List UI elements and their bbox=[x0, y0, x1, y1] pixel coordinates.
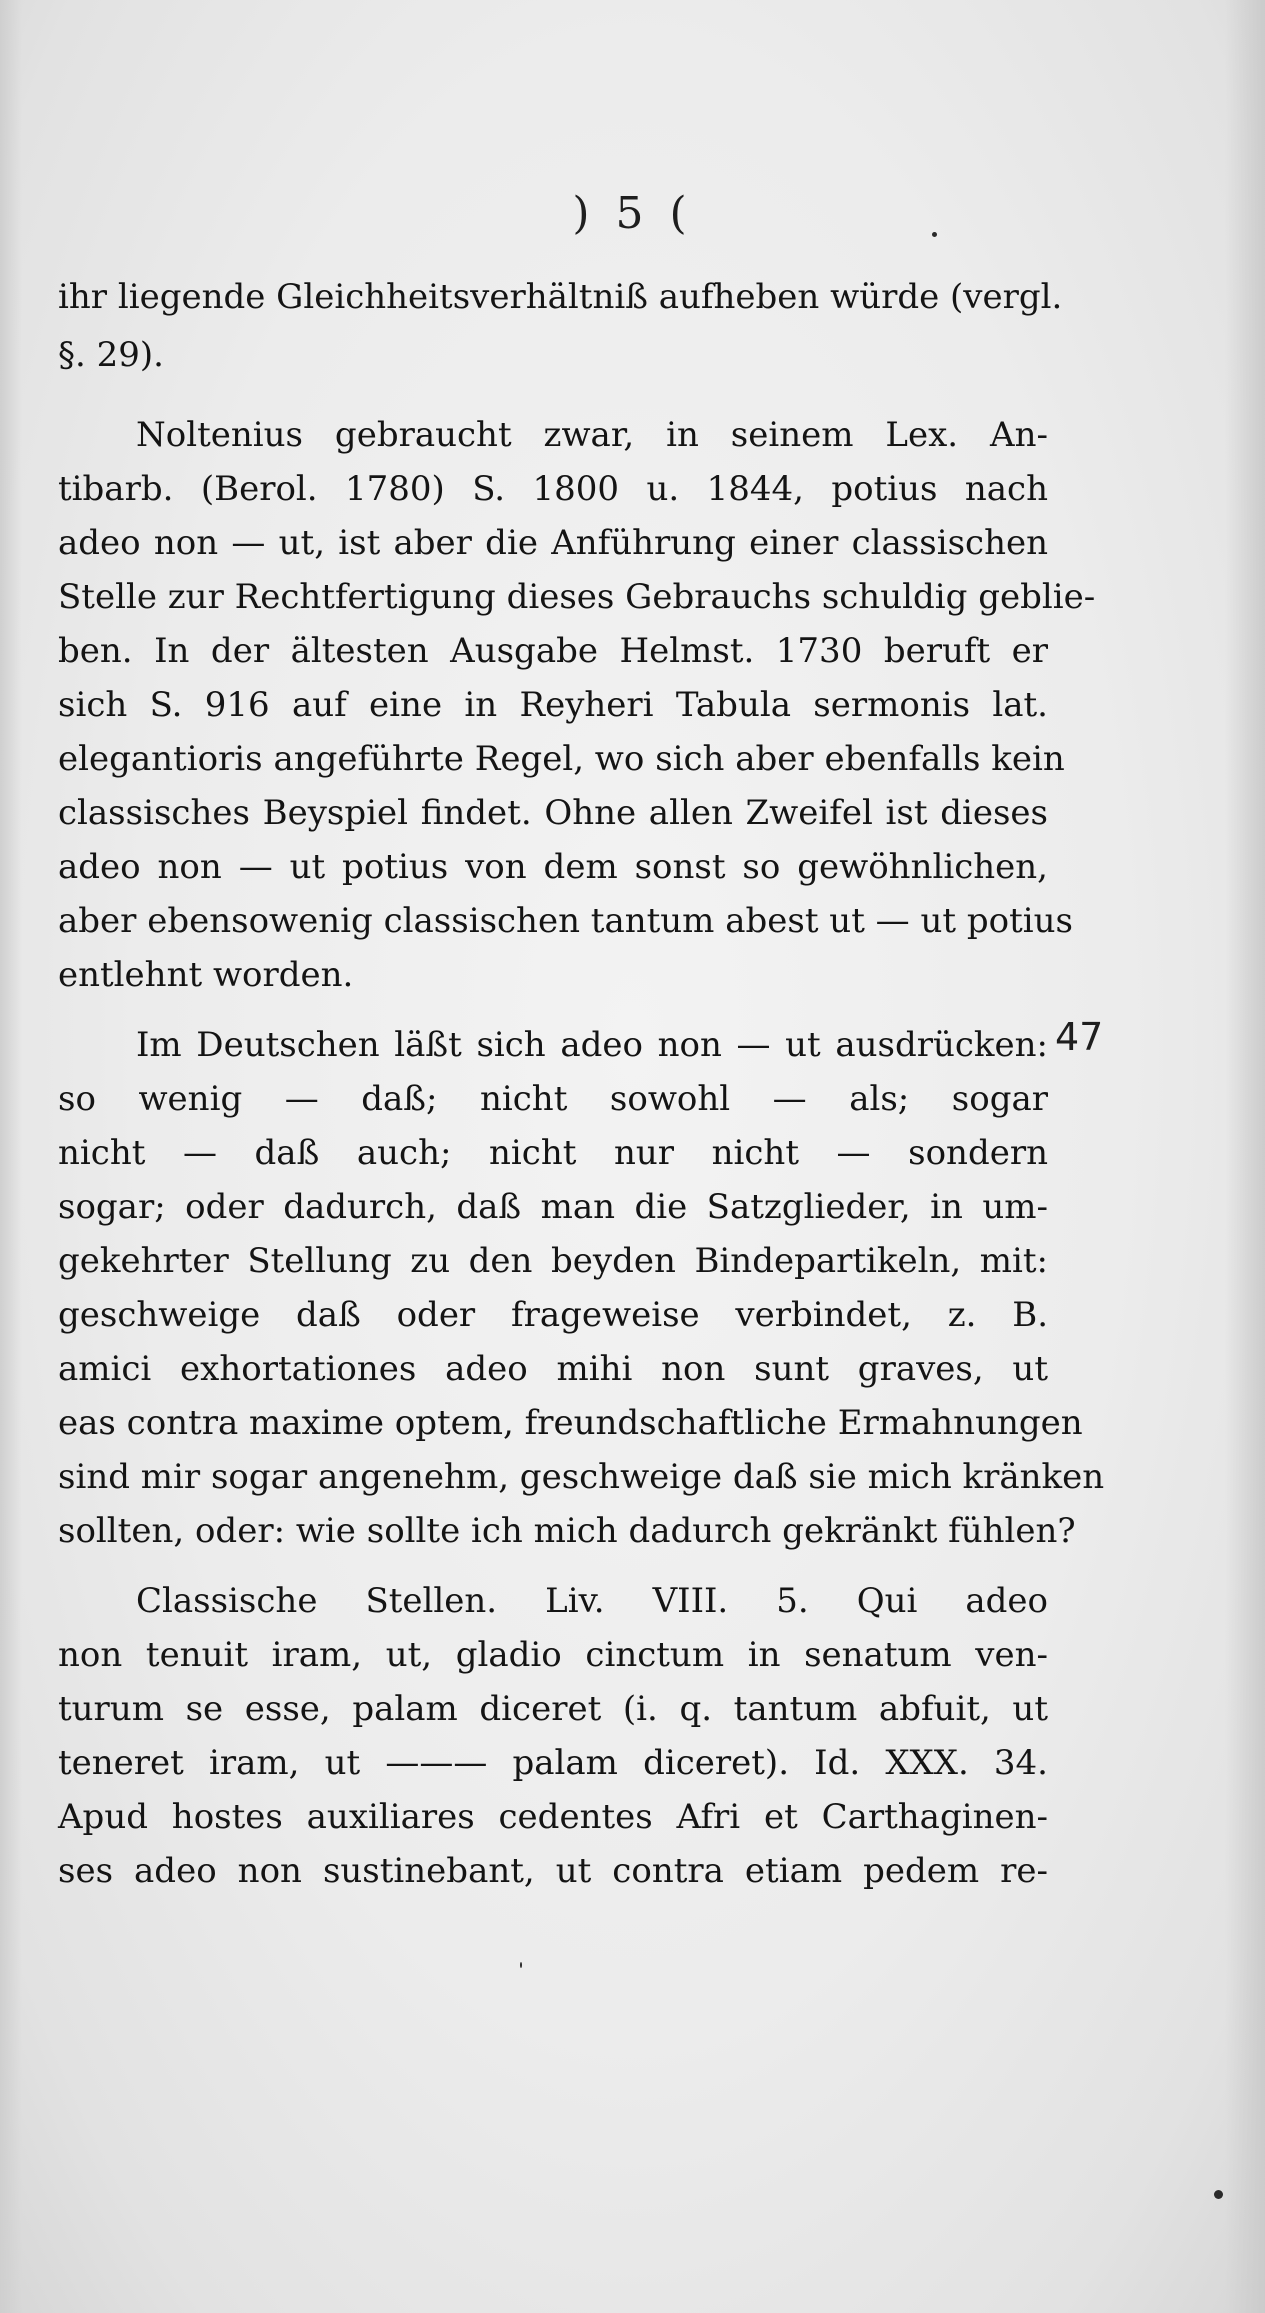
page-shadow-right bbox=[1225, 0, 1265, 2313]
text-line: geschweige daß oder frageweise verbindet, z. B. bbox=[58, 1295, 1048, 1335]
text-line: ses adeo non sustinebant, ut contra etiam pedem re- bbox=[58, 1851, 1048, 1891]
speck bbox=[520, 1962, 522, 1968]
speck bbox=[1214, 2190, 1223, 2199]
text-line: §. 29). bbox=[58, 335, 164, 375]
text-line: eas contra maxime optem, freundschaftliche Ermahnungen bbox=[58, 1403, 1083, 1443]
text-line: sollten, oder: wie sollte ich mich dadurch gekränkt fühlen? bbox=[58, 1511, 1076, 1551]
text-line: ihr liegende Gleichheitsverhältniß aufheben würde (vergl. bbox=[58, 277, 1063, 317]
speck bbox=[932, 232, 937, 237]
text-line: so wenig — daß; nicht sowohl — als; sogar bbox=[58, 1079, 1048, 1119]
text-line: classisches Beyspiel findet. Ohne allen Zweifel ist dieses bbox=[58, 793, 1048, 833]
text-line: adeo non — ut, ist aber die Anführung einer classischen bbox=[58, 523, 1048, 563]
text-line: Stelle zur Rechtfertigung dieses Gebrauchs schuldig geblie- bbox=[58, 577, 1096, 617]
text-line: sich S. 916 auf eine in Reyheri Tabula sermonis lat. bbox=[58, 685, 1048, 725]
text-line: gekehrter Stellung zu den beyden Bindepartikeln, mit: bbox=[58, 1241, 1048, 1281]
text-line: Classische Stellen. Liv. VIII. 5. Qui adeo bbox=[136, 1581, 1048, 1621]
text-line: sind mir sogar angenehm, geschweige daß sie mich kränken bbox=[58, 1457, 1105, 1497]
text-line: amici exhortationes adeo mihi non sunt graves, ut bbox=[58, 1349, 1048, 1389]
text-line: entlehnt worden. bbox=[58, 955, 354, 995]
text-line: ben. In der ältesten Ausgabe Helmst. 1730 beruft er bbox=[58, 631, 1048, 671]
text-line: teneret iram, ut ——— palam diceret). Id. XXX. 34. bbox=[58, 1743, 1048, 1783]
text-line: tibarb. (Berol. 1780) S. 1800 u. 1844, potius nach bbox=[58, 469, 1048, 509]
text-line: nicht — daß auch; nicht nur nicht — sondern bbox=[58, 1133, 1048, 1173]
text-line: Im Deutschen läßt sich adeo non — ut ausdrücken: bbox=[136, 1025, 1048, 1065]
margin-annotation: 47 bbox=[1055, 1015, 1104, 1059]
text-line: sogar; oder dadurch, daß man die Satzglieder, in um- bbox=[58, 1187, 1048, 1227]
page-number: ) 5 ( bbox=[572, 188, 693, 239]
page-shadow-left bbox=[0, 0, 22, 2313]
text-line: Noltenius gebraucht zwar, in seinem Lex. An- bbox=[136, 415, 1048, 455]
text-line: elegantioris angeführte Regel, wo sich aber ebenfalls kein bbox=[58, 739, 1065, 779]
text-line: turum se esse, palam diceret (i. q. tantum abfuit, ut bbox=[58, 1689, 1048, 1729]
text-line: aber ebensowenig classischen tantum abest ut — ut potius bbox=[58, 901, 1073, 941]
text-line: Apud hostes auxiliares cedentes Afri et Carthaginen- bbox=[58, 1797, 1048, 1837]
text-line: non tenuit iram, ut, gladio cinctum in senatum ven- bbox=[58, 1635, 1048, 1675]
text-line: adeo non — ut potius von dem sonst so gewöhnlichen, bbox=[58, 847, 1048, 887]
